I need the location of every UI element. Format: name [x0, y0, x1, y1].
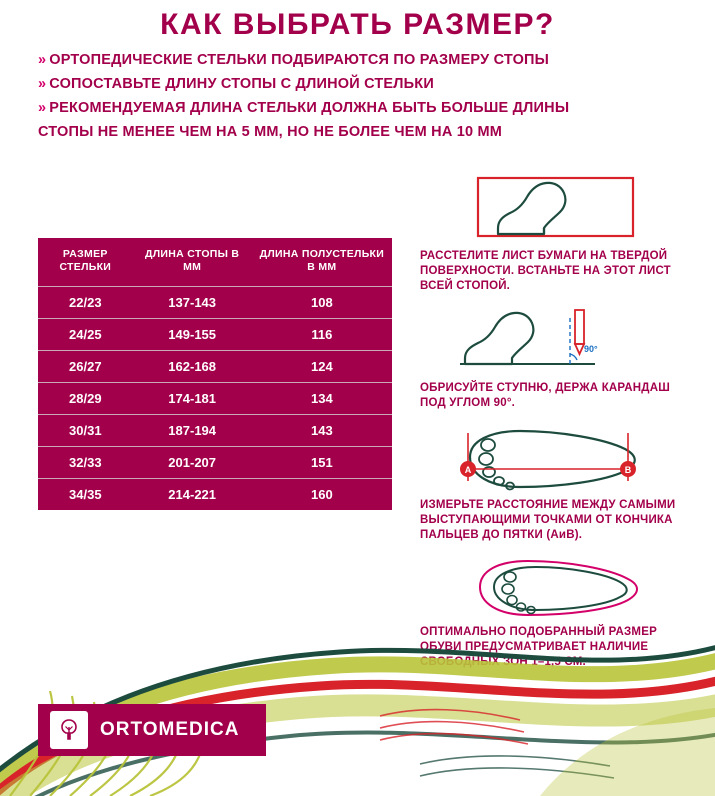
- table-header-cell: РАЗМЕР СТЕЛЬКИ: [59, 248, 112, 273]
- bullet-text: СОПОСТАВЬТЕ ДЛИНУ СТОПЫ С ДЛИНОЙ СТЕЛЬКИ: [49, 76, 434, 92]
- brand-logo: [38, 704, 266, 756]
- angle-label: 90°: [584, 344, 598, 354]
- table-cell: 34/35: [38, 479, 133, 511]
- intro-bullet-list: [38, 50, 688, 146]
- table-cell: 151: [252, 447, 392, 479]
- table-cell: 137-143: [133, 287, 252, 319]
- foot-on-paper-icon: [420, 170, 690, 245]
- table-cell: 143: [252, 415, 392, 447]
- decorative-ribbon-band: [0, 596, 715, 796]
- table-header-row: [38, 238, 392, 287]
- step-2: [420, 302, 690, 411]
- step-text: ОБРИСУЙТЕ СТУПНЮ, ДЕРЖА КАРАНДАШ ПОД УГЛОМ 90°.: [420, 382, 670, 409]
- table-cell: 116: [252, 319, 392, 351]
- table-cell: 134: [252, 383, 392, 415]
- table-row: [38, 479, 392, 511]
- table-cell: 149-155: [133, 319, 252, 351]
- table-cell: 22/23: [38, 287, 133, 319]
- foot-with-pencil-icon: [420, 302, 690, 377]
- point-a-label: A: [464, 465, 472, 475]
- step-1: [420, 170, 690, 294]
- table-cell: 30/31: [38, 415, 133, 447]
- table-row: [38, 351, 392, 383]
- table-row: [38, 383, 392, 415]
- bullet-item: [38, 50, 688, 70]
- step-3: [420, 419, 690, 543]
- table-cell: 214-221: [133, 479, 252, 511]
- table-cell: 24/25: [38, 319, 133, 351]
- bullet-text: СТОПЫ НЕ МЕНЕЕ ЧЕМ НА 5 ММ, НО НЕ БОЛЕЕ ЧЕМ НА 10 ММ: [38, 124, 503, 140]
- table-cell: 26/27: [38, 351, 133, 383]
- table-cell: 32/33: [38, 447, 133, 479]
- page-title: КАК ВЫБРАТЬ РАЗМЕР?: [160, 8, 555, 41]
- table-row: [38, 415, 392, 447]
- table-cell: 201-207: [133, 447, 252, 479]
- bullet-item: [38, 98, 688, 118]
- table-cell: 174-181: [133, 383, 252, 415]
- table-cell: 28/29: [38, 383, 133, 415]
- brand-name: ORTOMEDICA: [100, 719, 240, 740]
- ribbon-art: [0, 596, 715, 796]
- table-cell: 187-194: [133, 415, 252, 447]
- table-header-cell: ДЛИНА ПОЛУСТЕЛЬКИ В ММ: [259, 248, 385, 273]
- bullet-item: [38, 74, 688, 94]
- table-row: [38, 447, 392, 479]
- tree-icon: [50, 711, 88, 749]
- size-table: [38, 238, 392, 510]
- step-text: РАССТЕЛИТЕ ЛИСТ БУМАГИ НА ТВЕРДОЙ ПОВЕРХНОСТИ. ВСТАНЬТЕ НА ЭТОТ ЛИСТ ВСЕЙ СТОПОЙ.: [420, 250, 671, 292]
- table-cell: 124: [252, 351, 392, 383]
- point-b-label: B: [624, 465, 632, 475]
- footprint-measure-icon: [420, 419, 690, 494]
- bullet-item: [38, 122, 688, 142]
- step-text: ОПТИМАЛЬНО ПОДОБРАННЫЙ РАЗМЕР ОБУВИ ПРЕДУСМАТРИВАЕТ НАЛИЧИЕ СВОБОДНЫХ ЗОН 1–1,5 СМ.: [420, 626, 657, 668]
- table-cell: 108: [252, 287, 392, 319]
- chevron-marker: »: [38, 52, 47, 68]
- bullet-text: РЕКОМЕНДУЕМАЯ ДЛИНА СТЕЛЬКИ ДОЛЖНА БЫТЬ БОЛЬШЕ ДЛИНЫ: [49, 100, 570, 116]
- step-text: ИЗМЕРЬТЕ РАССТОЯНИЕ МЕЖДУ САМЫМИ ВЫСТУПАЮЩИМИ ТОЧКАМИ ОТ КОНЧИКА ПАЛЬЦЕВ ДО ПЯТКИ (АиВ).: [420, 499, 676, 541]
- bullet-text: ОРТОПЕДИЧЕСКИЕ СТЕЛЬКИ ПОДБИРАЮТСЯ ПО РАЗМЕРУ СТОПЫ: [49, 52, 550, 68]
- chevron-marker: »: [38, 76, 47, 92]
- chevron-marker: »: [38, 100, 47, 116]
- table-row: [38, 287, 392, 319]
- table-header-cell: ДЛИНА СТОПЫ В ММ: [144, 248, 240, 273]
- table-cell: 162-168: [133, 351, 252, 383]
- table-row: [38, 319, 392, 351]
- table-cell: 160: [252, 479, 392, 511]
